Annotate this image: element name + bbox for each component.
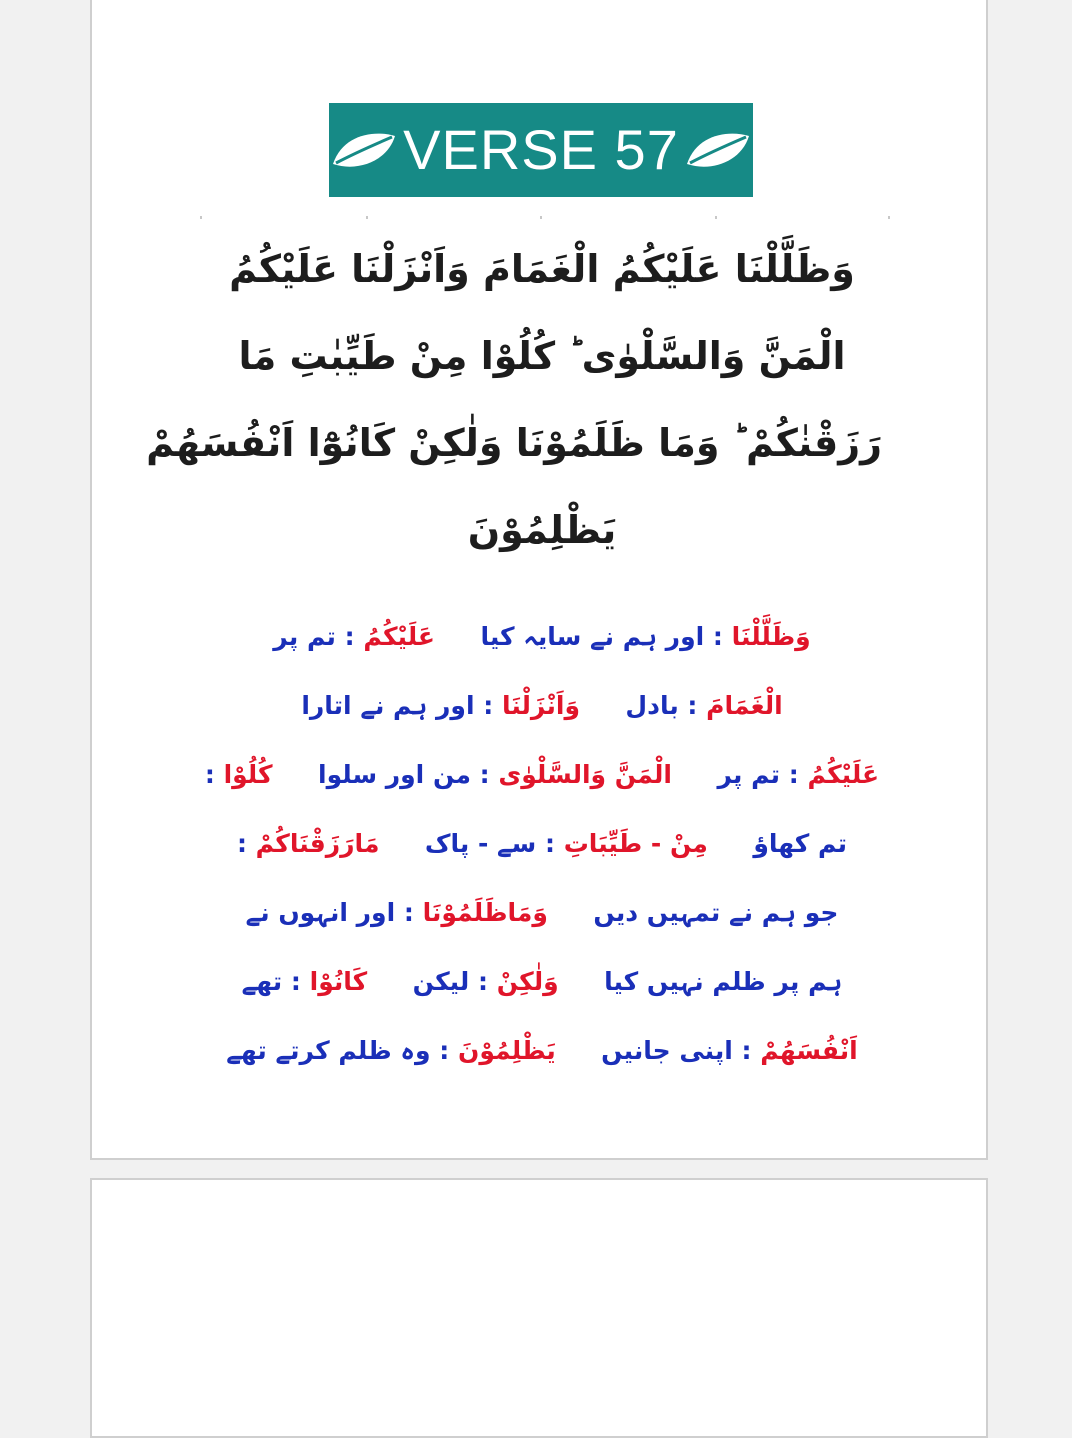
translation-row [202, 878, 882, 947]
verse-header [329, 103, 753, 197]
urdu-meaning: تم کھاؤ [753, 829, 848, 858]
urdu-meaning: : سے - پاک [424, 829, 555, 858]
translation-row [202, 1016, 882, 1085]
verse-arabic-text [146, 226, 882, 574]
arabic-word: الْغَمَامَ [706, 691, 783, 720]
urdu-meaning: : بادل [625, 691, 698, 720]
arabic-word: كَانُوْا [309, 967, 368, 996]
arabic-word: عَلَيْكُمُ [363, 622, 435, 651]
word-by-word-translation [202, 602, 882, 1085]
urdu-meaning: ہم پر ظلم نہیں کیا [604, 967, 843, 996]
leaf-icon [329, 128, 399, 172]
arabic-word: يَظْلِمُوْنَ [458, 1036, 556, 1065]
urdu-meaning: : من اور سلوا [318, 760, 490, 789]
urdu-meaning: : [236, 829, 247, 858]
arabic-line: يَظْلِمُوْنَ [467, 508, 617, 552]
arabic-word: الْمَنَّ وَالسَّلْوٰى [498, 760, 672, 789]
arabic-word: وَمَاظَلَمُوْنَا [422, 898, 548, 927]
urdu-meaning: : اپنی جانیں [601, 1036, 752, 1065]
arabic-word: وَاَنْزَلْنَا [501, 691, 580, 720]
arabic-word: مَارَزَقْنَاكُمْ [255, 829, 380, 858]
urdu-meaning: : اور ہم نے اتارا [301, 691, 494, 720]
translation-row [202, 809, 882, 878]
arabic-word: وَظَلَّلْنَا [731, 622, 811, 651]
arabic-word: كُلُوْا [223, 760, 273, 789]
urdu-meaning: : لیکن [412, 967, 488, 996]
urdu-meaning: : اور انہوں نے [245, 898, 414, 927]
arabic-line: وَظَلَّلْنَا عَلَيْكُمُ الْغَمَامَ وَاَنْزَلْنَا عَلَيْكُمُ [229, 247, 855, 291]
arabic-line: الْمَنَّ وَالسَّلْوٰى ؕ كُلُوْا مِنْ طَيِّبٰتِ مَا [238, 334, 846, 378]
urdu-meaning: جو ہم نے تمہیں دیں [593, 898, 839, 927]
arabic-line: رَزَقْنٰكُمْ ؕ وَمَا ظَلَمُوْنَا وَلٰكِنْ كَانُوْٓا اَنْفُسَهُمْ [146, 421, 882, 465]
translation-row [202, 947, 882, 1016]
ruler-marks [200, 216, 890, 219]
leaf-icon [683, 128, 753, 172]
verse-title: VERSE 57 [403, 118, 679, 181]
urdu-meaning: : اور ہم نے سایہ کیا [480, 622, 723, 651]
urdu-meaning: : تم پر [273, 622, 355, 651]
next-page-card [90, 1178, 988, 1438]
urdu-meaning: : وہ ظلم کرتے تھے [226, 1036, 450, 1065]
arabic-word: عَلَيْكُمُ [807, 760, 880, 789]
arabic-word: وَلٰكِنْ [496, 967, 559, 996]
urdu-meaning: : [204, 760, 215, 789]
page-card [90, 0, 988, 1160]
translation-row [202, 740, 882, 809]
translation-row [202, 671, 882, 740]
urdu-meaning: : تھے [241, 967, 301, 996]
arabic-word: اَنْفُسَهُمْ [760, 1036, 858, 1065]
arabic-word: مِنْ - طَيِّبَاتِ [563, 829, 708, 858]
urdu-meaning: : تم پر [717, 760, 799, 789]
translation-row [202, 602, 882, 671]
